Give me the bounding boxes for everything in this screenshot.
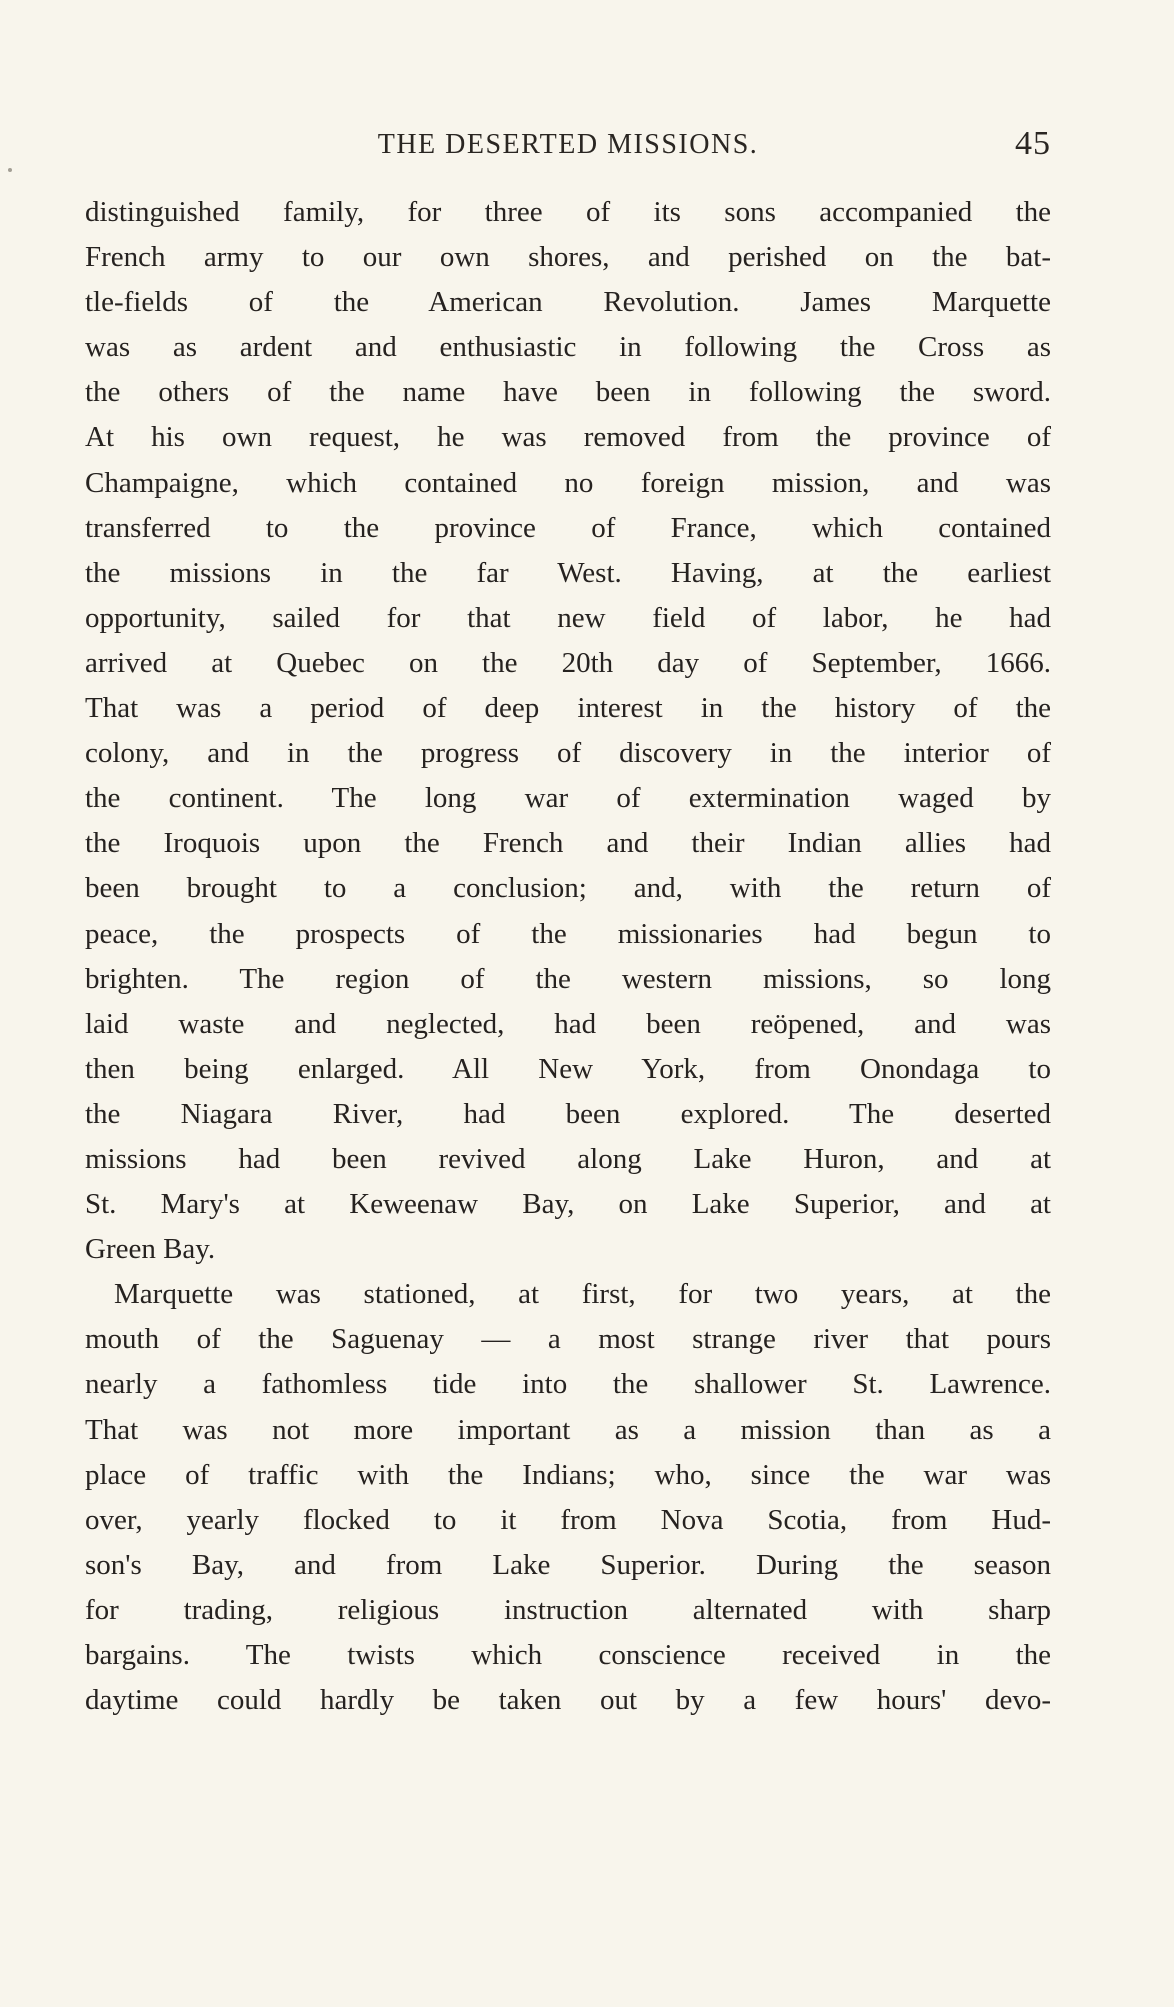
text-line: nearly a fathomless tide into the shallower St. Lawrence. [85,1368,1051,1401]
text-line: distinguished family, for three of its sons accompanied the [85,196,1051,228]
body-text [85,190,1051,1723]
text-line: been brought to a conclusion; and, with the return of [85,872,1051,905]
text-line: the others of the name have been in following the sword. [85,376,1051,409]
margin-speck [8,168,12,172]
text-line: over, yearly flocked to it from Nova Scotia, from Hud- [85,1503,1051,1536]
text-line: arrived at Quebec on the 20th day of September, 1666. [85,646,1051,679]
text-line: was as ardent and enthusiastic in following the Cross as [85,331,1051,364]
text-line: mouth of the Saguenay — a most strange river that pours [85,1323,1051,1356]
paragraph-2 [85,1272,1051,1723]
text-line: opportunity, sailed for that new field of labor, he had [85,601,1051,634]
text-line: daytime could hardly be taken out by a few hours' devo- [85,1684,1051,1717]
text-line: colony, and in the progress of discovery in the interior of [85,737,1051,770]
text-line: the Iroquois upon the French and their Indian allies had [85,827,1051,860]
text-line: peace, the prospects of the missionaries had begun to [85,917,1051,950]
text-line: tle-fields of the American Revolution. James Marquette [85,286,1051,319]
text-line: place of traffic with the Indians; who, since the war was [85,1458,1051,1491]
text-line: the Niagara River, had been explored. The deserted [85,1097,1051,1130]
text-line: then being enlarged. All New York, from Onondaga to [85,1052,1051,1085]
text-line: son's Bay, and from Lake Superior. During the season [85,1548,1051,1581]
text-line: brighten. The region of the western missions, so long [85,962,1051,995]
running-head [85,125,1051,165]
page-number: 45 [1015,125,1051,162]
text-line: French army to our own shores, and perished on the bat- [85,241,1051,274]
text-line: That was a period of deep interest in the history of the [85,692,1051,725]
text-line: That was not more important as a mission than as a [85,1413,1051,1446]
text-line: transferred to the province of France, which contained [85,511,1051,544]
text-line: St. Mary's at Keweenaw Bay, on Lake Superior, and at [85,1188,1051,1221]
text-line: laid waste and neglected, had been reöpened, and was [85,1007,1051,1040]
paragraph-1 [85,190,1051,1272]
running-title: THE DESERTED MISSIONS. [377,129,759,160]
text-line: the continent. The long war of extermination waged by [85,782,1051,815]
text-line: Green Bay. [85,1233,216,1266]
text-line: Marquette was stationed, at first, for two years, at the [114,1278,1051,1311]
text-line: bargains. The twists which conscience received in the [85,1639,1051,1671]
text-line: missions had been revived along Lake Huron, and at [85,1142,1051,1175]
text-line: At his own request, he was removed from the province of [85,421,1051,454]
text-line: for trading, religious instruction alternated with sharp [85,1593,1051,1626]
text-line: Champaigne, which contained no foreign mission, and was [85,466,1051,499]
text-line: the missions in the far West. Having, at the earliest [85,556,1051,589]
